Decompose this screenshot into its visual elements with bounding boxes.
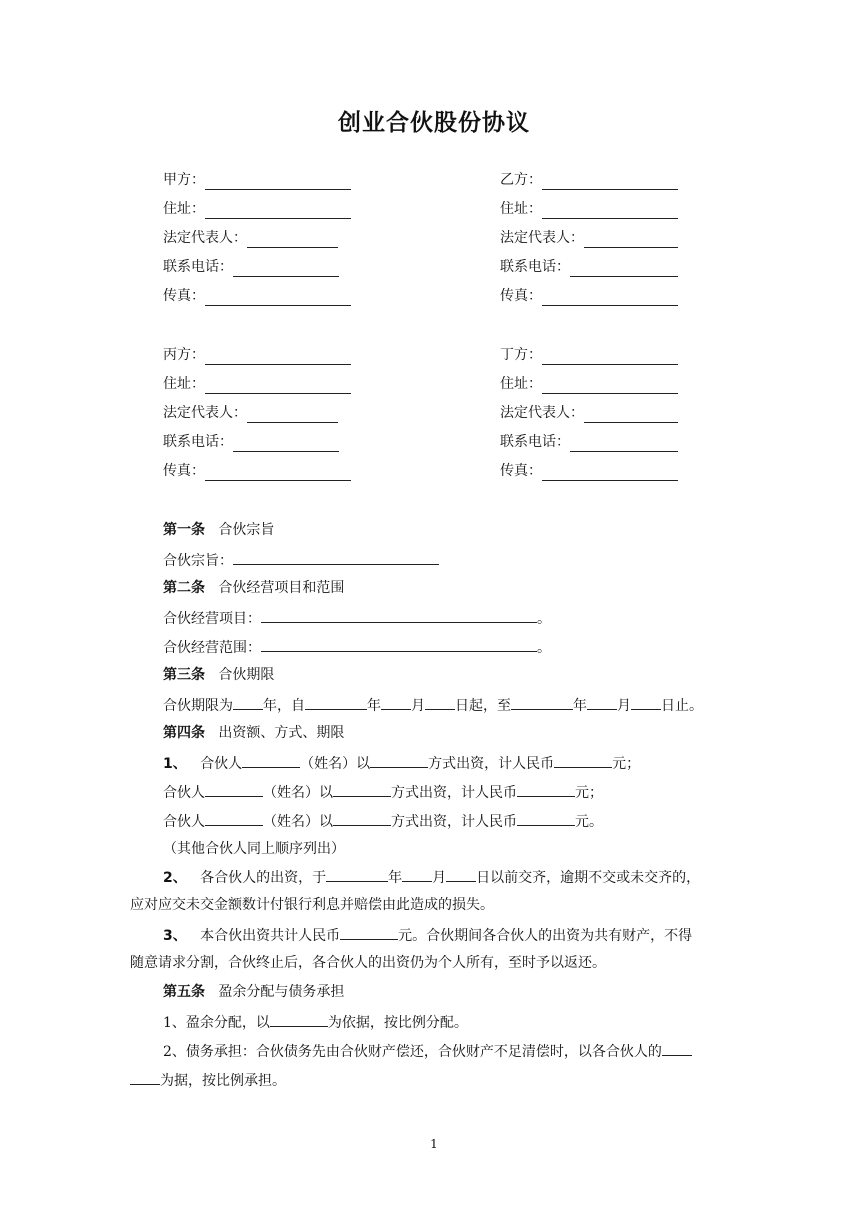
- clause-text: 合伙人: [163, 814, 205, 830]
- clause-line: [130, 781, 740, 810]
- clause-line: [130, 924, 740, 953]
- clause-number: 1、: [163, 756, 187, 772]
- clause-line: [130, 636, 740, 665]
- party-row: [163, 461, 723, 490]
- agreement-body: [130, 520, 740, 1098]
- fill-blank[interactable]: [333, 810, 391, 826]
- clause-line: [130, 549, 740, 578]
- clause-text: 合伙经营范围：: [163, 640, 261, 656]
- clause-line: [130, 810, 740, 839]
- clause-text: 方式出资，计人民币: [391, 785, 517, 801]
- fill-blank[interactable]: [205, 349, 351, 365]
- party-label: 法定代表人：: [163, 405, 247, 421]
- clause-text: 日起，至: [455, 698, 511, 714]
- clause-line: [130, 895, 740, 924]
- clause-line: [130, 866, 740, 895]
- article-heading: [130, 982, 740, 1011]
- party-label: 甲方：: [163, 172, 205, 188]
- clause-text: 合伙宗旨：: [163, 553, 233, 569]
- party-label: 联系电话：: [500, 434, 570, 450]
- fill-blank[interactable]: [542, 349, 678, 365]
- party-label: 传真：: [500, 463, 542, 479]
- party-row: [163, 403, 723, 432]
- fill-blank[interactable]: [517, 810, 575, 826]
- party-label: 法定代表人：: [163, 230, 247, 246]
- fill-blank[interactable]: [305, 694, 367, 710]
- party-label: 传真：: [163, 463, 205, 479]
- party-row: [163, 286, 723, 315]
- party-block-1: [163, 170, 723, 315]
- clause-text: 月: [411, 698, 425, 714]
- article-title: 出资额、方式、期限: [218, 725, 345, 741]
- party-row: [163, 257, 723, 286]
- fill-blank[interactable]: [370, 752, 428, 768]
- clause-number: 2、: [163, 870, 187, 886]
- party-label: 联系电话：: [163, 259, 233, 275]
- article-title: 合伙经营项目和范围: [218, 580, 345, 596]
- document-title: 创业合伙股份协议: [338, 110, 530, 136]
- fill-blank[interactable]: [205, 290, 351, 306]
- fill-blank[interactable]: [542, 203, 678, 219]
- fill-blank[interactable]: [584, 407, 678, 423]
- clause-text: 年: [367, 698, 381, 714]
- clause-text: 元。: [575, 814, 603, 830]
- article-heading: [130, 723, 740, 752]
- fill-blank[interactable]: [205, 810, 263, 826]
- clause-text: 随意请求分割，合伙终止后，各合伙人的出资仍为个人所有，至时予以返还。: [130, 955, 606, 971]
- clause-text: 为依据，按比例分配。: [327, 1015, 468, 1031]
- clause-text: 年: [388, 870, 403, 886]
- clause-text: 年: [573, 698, 587, 714]
- clause-text: 方式出资，计人民币: [428, 756, 555, 772]
- article-heading: [130, 520, 740, 549]
- clause-text: 为据，按比例承担。: [160, 1073, 286, 1089]
- clause-text: 2、债务承担：合伙债务先由合伙财产偿还，合伙财产不足清偿时，以各合伙人的: [163, 1044, 662, 1060]
- party-block-2: [163, 345, 723, 490]
- article-number: 第三条: [163, 667, 205, 683]
- article-title: 合伙宗旨: [218, 522, 275, 538]
- fill-blank[interactable]: [205, 203, 351, 219]
- party-label: 联系电话：: [163, 434, 233, 450]
- fill-blank[interactable]: [205, 378, 351, 394]
- article-heading: [130, 578, 740, 607]
- clause-line: [130, 1011, 740, 1040]
- fill-blank[interactable]: [542, 465, 678, 481]
- clause-text: （姓名）以: [300, 756, 371, 772]
- clause-text: 合伙人: [163, 785, 205, 801]
- fill-blank[interactable]: [542, 378, 678, 394]
- fill-blank[interactable]: [242, 752, 300, 768]
- fill-blank[interactable]: [205, 781, 263, 797]
- fill-blank[interactable]: [270, 1011, 328, 1027]
- party-label: 住址：: [500, 376, 542, 392]
- party-row: [163, 228, 723, 257]
- clause-text: 日以前交齐，逾期不交或未交齐的，: [476, 870, 701, 886]
- fill-blank[interactable]: [542, 174, 678, 190]
- clause-line: [130, 607, 740, 636]
- fill-blank[interactable]: [511, 694, 573, 710]
- party-label: 法定代表人：: [500, 405, 584, 421]
- fill-blank[interactable]: [425, 694, 455, 710]
- fill-blank[interactable]: [381, 694, 411, 710]
- party-row: [163, 199, 723, 228]
- fill-blank[interactable]: [340, 924, 398, 940]
- clause-text: 。: [537, 611, 551, 627]
- fill-blank[interactable]: [570, 436, 678, 452]
- fill-blank[interactable]: [333, 781, 391, 797]
- article-number: 第一条: [163, 522, 205, 538]
- clause-number: 3、: [163, 928, 187, 944]
- clause-line: [130, 839, 740, 866]
- fill-blank[interactable]: [261, 636, 537, 652]
- fill-blank[interactable]: [570, 261, 678, 277]
- fill-blank[interactable]: [446, 866, 476, 882]
- clause-text: 年，自: [263, 698, 305, 714]
- article-number: 第四条: [163, 725, 205, 741]
- clause-note: （其他合伙人同上顺序列出）: [163, 841, 345, 857]
- party-label: 住址：: [500, 201, 542, 217]
- clause-line: [130, 1040, 740, 1069]
- clause-text: 各合伙人的出资，于: [200, 870, 327, 886]
- clause-text: （姓名）以: [263, 814, 333, 830]
- party-label: 法定代表人：: [500, 230, 584, 246]
- party-label: 传真：: [163, 288, 205, 304]
- fill-blank[interactable]: [261, 607, 537, 623]
- party-label: 丁方：: [500, 347, 542, 363]
- clause-text: （姓名）以: [263, 785, 333, 801]
- fill-blank[interactable]: [247, 232, 338, 248]
- clause-text: 月: [432, 870, 447, 886]
- fill-blank[interactable]: [326, 866, 388, 882]
- clause-text: 1、盈余分配，以: [163, 1015, 270, 1031]
- party-label: 传真：: [500, 288, 542, 304]
- fill-blank[interactable]: [662, 1040, 692, 1056]
- fill-blank[interactable]: [542, 290, 678, 306]
- clause-text: 合伙经营项目：: [163, 611, 261, 627]
- fill-blank[interactable]: [517, 781, 575, 797]
- fill-blank[interactable]: [587, 694, 617, 710]
- party-row: [163, 345, 723, 374]
- party-label: 住址：: [163, 201, 205, 217]
- article-number: 第五条: [163, 984, 205, 1000]
- fill-blank[interactable]: [402, 866, 432, 882]
- clause-text: 月: [617, 698, 631, 714]
- fill-blank[interactable]: [554, 752, 612, 768]
- article-title: 合伙期限: [218, 667, 275, 683]
- clause-line: [130, 1069, 740, 1098]
- clause-line: [130, 694, 740, 723]
- party-label: 住址：: [163, 376, 205, 392]
- clause-text: 元；: [612, 756, 641, 772]
- party-label: 丙方：: [163, 347, 205, 363]
- clause-text: 元。合伙期间各合伙人的出资为共有财产，不得: [398, 928, 693, 944]
- page-number: 1: [430, 1137, 438, 1151]
- clause-text: 日止。: [661, 698, 703, 714]
- clause-text: 元；: [575, 785, 603, 801]
- article-heading: [130, 665, 740, 694]
- fill-blank[interactable]: [233, 694, 263, 710]
- article-title: 盈余分配与债务承担: [218, 984, 345, 1000]
- clause-line: [130, 752, 740, 781]
- fill-blank[interactable]: [130, 1069, 160, 1085]
- party-row: [163, 170, 723, 199]
- clause-text: 本合伙出资共计人民币: [200, 928, 341, 944]
- fill-blank[interactable]: [233, 436, 339, 452]
- clause-text: 方式出资，计人民币: [391, 814, 517, 830]
- fill-blank[interactable]: [233, 549, 439, 565]
- clause-text: 。: [537, 640, 551, 656]
- fill-blank[interactable]: [205, 465, 351, 481]
- fill-blank[interactable]: [205, 174, 351, 190]
- fill-blank[interactable]: [247, 407, 338, 423]
- fill-blank[interactable]: [584, 232, 678, 248]
- party-label: 联系电话：: [500, 259, 570, 275]
- party-row: [163, 432, 723, 461]
- party-label: 乙方：: [500, 172, 542, 188]
- party-row: [163, 374, 723, 403]
- clause-text: 应对应交未交金额数计付银行利息并赔偿由此造成的损失。: [130, 897, 494, 913]
- article-number: 第二条: [163, 580, 205, 596]
- fill-blank[interactable]: [631, 694, 661, 710]
- clause-text: 合伙人: [200, 756, 243, 772]
- clause-line: [130, 953, 740, 982]
- fill-blank[interactable]: [233, 261, 339, 277]
- clause-text: 合伙期限为: [163, 698, 233, 714]
